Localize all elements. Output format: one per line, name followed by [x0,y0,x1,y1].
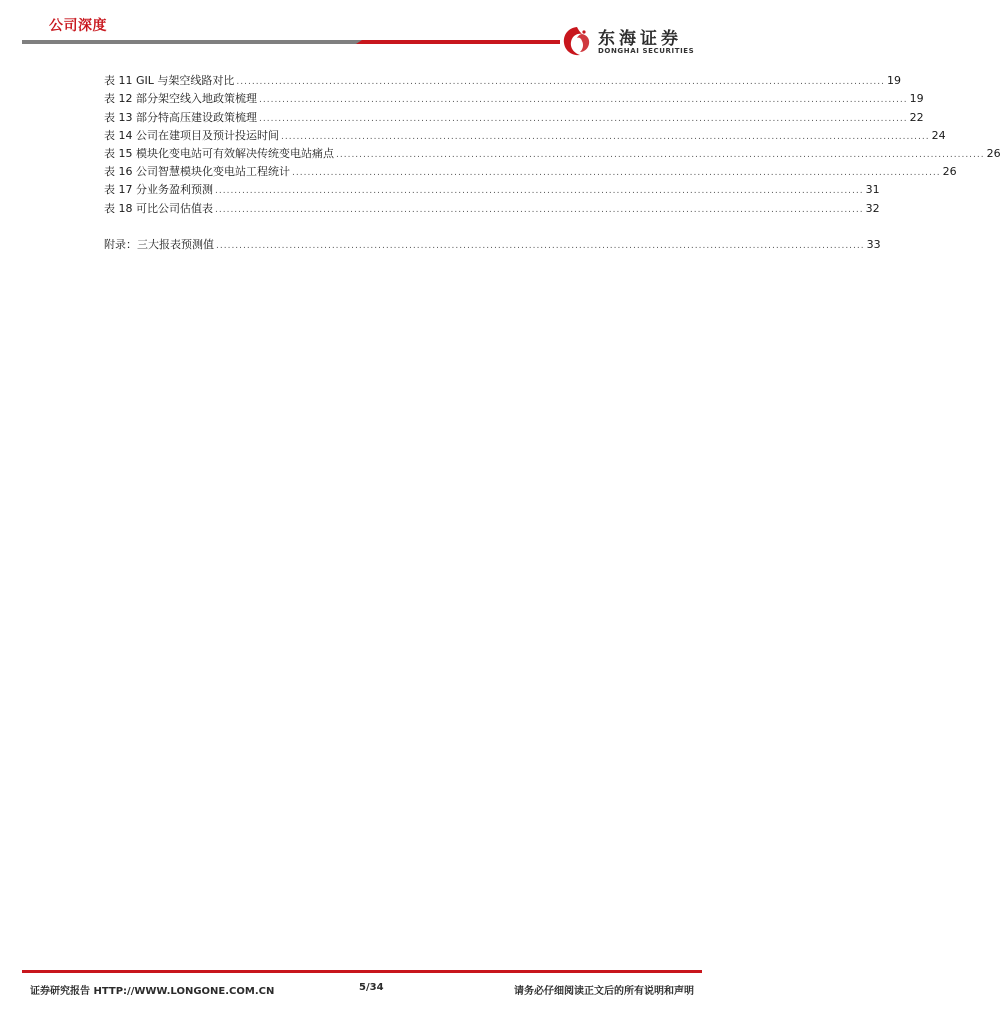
toc-entry-page: 26 [942,165,957,179]
toc-leader-dots: ........................................................................................................................................................................ [215,204,864,215]
toc-entry-label: 表 16 公司智慧模块化变电站工程统计 [104,165,290,179]
toc-leader-dots: ........................................................................................................................................................................ [292,168,941,179]
toc-entry[interactable] [104,143,1001,161]
toc-entry[interactable] [104,179,880,197]
toc-entry-page: 19 [887,74,902,88]
toc-entry-label: 表 17 分业务盈利预测 [104,183,213,197]
toc-entry[interactable] [104,197,880,215]
toc-entry-label: 表 15 模块化变电站可有效解决传统变电站痛点 [104,146,334,160]
toc-entry-label: 表 18 可比公司估值表 [104,201,213,215]
dragon-logo-icon [560,24,594,58]
toc-entry-label: 附录：三大报表预测值 [104,237,214,251]
toc-entry-page: 31 [865,183,880,197]
toc-entry-label: 表 11 GIL 与架空线路对比 [104,74,235,88]
header-rule-gray [22,40,362,44]
toc-entry[interactable] [104,70,902,88]
footer-disclaimer: 请务必仔细阅读正文后的所有说明和声明 [514,986,694,997]
toc-leader-dots: ........................................................................................................................................................................ [336,149,985,160]
donghai-logo [560,22,710,60]
footer-rule [22,970,702,973]
toc-entry-label: 表 12 部分架空线入地政策梳理 [104,92,257,106]
toc-entry-label: 表 13 部分特高压建设政策梳理 [104,110,257,124]
toc-leader-dots: ........................................................................................................................................................................ [215,186,864,197]
toc-entry-label: 表 14 公司在建项目及预计投运时间 [104,128,279,142]
footer-page-number: 5/34 [359,982,384,993]
toc-entry-page: 26 [986,146,1001,160]
toc-entry[interactable] [104,125,946,143]
toc-entry-page: 32 [865,201,880,215]
table-of-contents [104,70,1001,252]
toc-entry[interactable] [104,161,957,179]
section-tag: 公司深度 [49,18,107,34]
footer-source: 证券研究报告 HTTP://WWW.LONGONE.COM.CN [30,986,275,997]
toc-entry-page: 24 [931,128,946,142]
toc-leader-dots: ........................................................................................................................................................................ [259,95,908,106]
toc-spacer [104,216,620,234]
toc-entry-page: 33 [866,237,881,251]
toc-leader-dots: ........................................................................................................................................................................ [281,131,930,142]
logo-chinese-name: 东海证券 [598,29,682,49]
logo-english-name: DONGHAI SECURITIES [598,47,695,55]
toc-leader-dots: ........................................................................................................................................................................ [259,113,908,124]
toc-entry[interactable] [104,88,924,106]
toc-entry-page: 22 [909,110,924,124]
toc-leader-dots: ........................................................................................................................................................................ [236,77,886,88]
toc-entry-page: 19 [909,92,924,106]
toc-entry[interactable] [104,106,924,124]
toc-appendix-entry[interactable] [104,234,881,252]
toc-leader-dots: ........................................................................................................................................................................ [216,240,865,251]
